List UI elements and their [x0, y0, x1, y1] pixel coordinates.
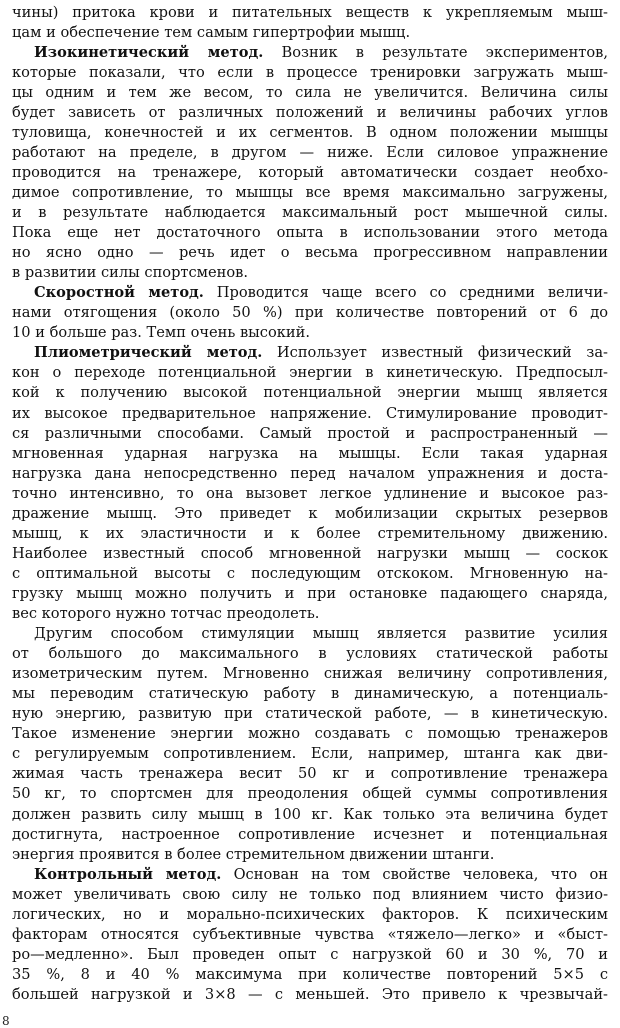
text-line	[12, 844, 608, 866]
line-text: Основан на том свойстве человека, что он	[221, 865, 608, 883]
text-line	[12, 683, 608, 705]
text-line	[12, 904, 608, 926]
text-line	[12, 443, 608, 465]
line-text: грузку мышц можно получить и при остановке падающего снаряда,	[12, 584, 608, 602]
line-text: вес которого нужно тотчас преодолеть.	[12, 605, 320, 622]
line-text: проводится на тренажере, который автоматически создает необхо-	[12, 163, 608, 181]
text-line	[12, 162, 608, 184]
text-line	[12, 824, 608, 846]
section-first-line	[34, 282, 608, 304]
text-line	[12, 102, 608, 124]
line-text: 10 и больше раз. Темп очень высокий.	[12, 324, 310, 342]
text-line	[12, 403, 608, 425]
line-text: их высокое предварительное напряжение. Стимулирование проводит-	[12, 404, 608, 422]
text-line	[12, 463, 608, 485]
line-text: энергия проявится в более стремительном движении штанги.	[12, 845, 495, 863]
line-text: Использует известный физический за-	[262, 344, 608, 362]
line-text: кон о переходе потенциальной энергии в кинетическую. Предпосыл-	[12, 364, 608, 382]
page-number: 8	[2, 1014, 10, 1028]
text-line	[12, 483, 608, 505]
line-text: с оптимальной высоты с последующим отскоком. Мгновенную на-	[12, 564, 608, 582]
line-text: ся различными способами. Самый простой и распространенный —	[12, 424, 608, 442]
text-line	[12, 763, 608, 785]
text-line	[12, 944, 608, 966]
text-line	[12, 723, 608, 745]
line-text: большей нагрузкой и 3×8 — с меньшей. Это привело к чрезвычай-	[12, 985, 608, 1003]
line-text: мы переводим статическую работу в динамическую, а потенциаль-	[12, 685, 608, 703]
text-line	[12, 62, 608, 84]
line-text: 35 %, 8 и 40 % максимума при количестве повторений 5×5 с	[12, 965, 608, 983]
text-line	[12, 22, 608, 44]
line-text: от большого до максимального в условиях статической работы	[12, 645, 608, 663]
text-line	[12, 362, 608, 384]
text-line	[34, 623, 608, 645]
text-line	[12, 884, 608, 906]
line-text: Наиболее известный способ мгновенной нагрузки мышц — соскок	[12, 544, 608, 562]
text-line	[12, 583, 608, 605]
line-text: в развитии силы спортсменов.	[12, 264, 249, 282]
text-line	[12, 703, 608, 725]
line-text: Возник в результате экспериментов,	[263, 43, 608, 61]
text-line	[12, 242, 608, 264]
text-line	[12, 543, 608, 565]
text-line	[12, 423, 608, 445]
line-text: мгновенная ударная нагрузка на мышцы. Если такая ударная	[12, 444, 608, 462]
text-line	[12, 122, 608, 144]
line-text: может увеличивать свою силу не только под влиянием чисто физио-	[12, 885, 608, 903]
line-text: нами отягощения (около 50 %) при количестве повторений от 6 до	[12, 304, 608, 322]
line-text: чины) притока крови и питательных веществ к укрепляемым мыш-	[12, 3, 608, 21]
line-text: и в результате наблюдается максимальный рост мышечной силы.	[12, 204, 608, 221]
line-text: кой к получению высокой потенциальной энергии мышц является	[12, 384, 608, 402]
text-line	[12, 222, 608, 244]
section-heading: Контрольный метод.	[34, 865, 222, 883]
line-text: туловища, конечностей и их сегментов. В одном положении мышцы	[12, 123, 608, 141]
line-text: Пока еще нет достаточного опыта в использовании этого метода	[12, 224, 608, 242]
line-text: логических, но и морально-психических факторов. К психическим	[12, 905, 608, 923]
text-line	[12, 503, 608, 525]
line-text: жимая часть тренажера весит 50 кг и сопротивление тренажера	[12, 765, 608, 783]
line-text: 50 кг, то спортсмен для преодоления общей суммы сопротивления	[12, 785, 608, 803]
line-text: ную энергию, развитую при статической работе, — в кинетическую.	[12, 705, 608, 723]
text-line	[12, 663, 608, 685]
line-text: нагрузка дана непосредственно перед началом упражнения и доста-	[12, 464, 608, 482]
line-text: цам и обеспечение тем самым гипертрофии мышц.	[12, 23, 411, 41]
section-first-line	[34, 342, 608, 364]
text-line	[12, 262, 608, 284]
line-text: ро—медленно». Был проведен опыт с нагрузкой 60 и 30 %, 70 и	[12, 945, 608, 963]
text-line	[12, 322, 608, 344]
line-text: мышц, к их эластичности и к более стремительному движению.	[12, 524, 608, 542]
text-line	[12, 563, 608, 585]
line-text: Проводится чаще всего со средними величи-	[203, 284, 608, 302]
text-line	[12, 743, 608, 765]
line-text: точно интенсивно, то она вызовет легкое удлинение и высокое раз-	[12, 484, 608, 502]
line-text: с регулируемым сопротивлением. Если, например, штанга как дви-	[12, 745, 608, 763]
text-line	[12, 382, 608, 404]
line-text: Другим способом стимуляции мышц является развитие усилия	[34, 625, 608, 643]
text-line	[12, 643, 608, 665]
text-line	[12, 302, 608, 324]
line-text: должен развить силу мышц в 100 кг. Как только эта величина будет	[12, 805, 608, 823]
section-first-line	[34, 42, 608, 64]
section-first-line	[34, 864, 608, 886]
line-text: факторам относятся субъективные чувства «тяжело—легко» и «быст-	[12, 925, 608, 943]
line-text: будет зависеть от различных положений и величины рабочих углов	[12, 103, 608, 121]
line-text: цы одним и тем же весом, то сила не увеличится. Величина силы	[12, 83, 608, 101]
line-text: изометрическим путем. Мгновенно снижая величину сопротивления,	[12, 665, 608, 683]
text-line	[12, 783, 608, 805]
line-text: дражение мышц. Это приведет к мобилизации скрытых резервов	[12, 504, 608, 522]
text-line	[12, 804, 608, 826]
text-line	[12, 603, 608, 625]
line-text: достигнута, настроенное сопротивление исчезнет и потенциальная	[12, 825, 608, 843]
section-heading: Плиометрический метод.	[34, 344, 263, 362]
text-line	[12, 82, 608, 104]
text-line	[12, 182, 608, 204]
section-heading: Изокинетический метод.	[34, 43, 264, 61]
line-text: работают на пределе, в другом — ниже. Если силовое упражнение	[12, 143, 608, 161]
section-heading: Скоростной метод.	[34, 284, 204, 302]
line-text: но ясно одно — речь идет о весьма прогрессивном направлении	[12, 244, 608, 262]
text-line	[12, 523, 608, 545]
text-line	[12, 984, 608, 1006]
line-text: Такое изменение энергии можно создавать с помощью тренажеров	[12, 725, 608, 743]
text-line	[12, 964, 608, 986]
text-line	[12, 142, 608, 164]
line-text: которые показали, что если в процессе тренировки загружать мыш-	[12, 63, 608, 81]
text-line	[12, 924, 608, 946]
text-line	[12, 202, 608, 224]
text-line	[12, 2, 608, 24]
line-text: димое сопротивление, то мышцы все время максимально загружены,	[12, 183, 608, 201]
